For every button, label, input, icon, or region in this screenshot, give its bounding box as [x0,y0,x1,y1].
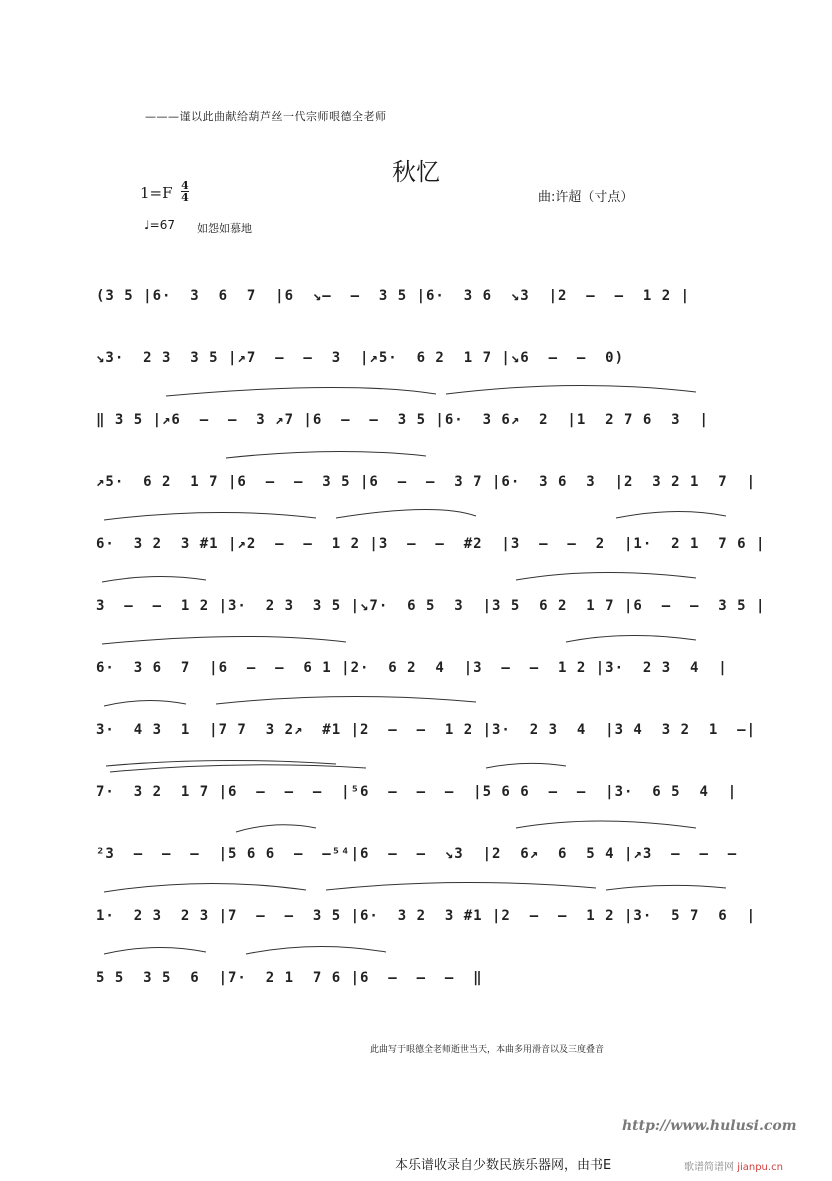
notation-line: 6· 3 2 3 #1 |↗2 – – 1 2 |3 – – #2 |3 – – 2 |1· 2 1 7 6 | [96,536,766,552]
score-row-2 [96,318,736,372]
notation-line: ‖ 3 5 |↗6 – – 3 ↗7 |6 – – 3 5 |6· 3 6↗ 2 |1 2 7 6 3 | [96,412,709,428]
score-row-1 [96,256,736,310]
notation-line: 3 – – 1 2 |3· 2 3 3 5 |↘7· 6 5 3 |3 5 6 2 1 7 |6 – – 3 5 | [96,598,766,614]
slur [236,825,316,832]
score-row-6 [96,566,766,620]
site-logo [684,1158,783,1173]
site-logo-url: jianpu.cn [737,1162,783,1173]
slur [104,700,186,706]
slur [104,883,306,892]
notation-line: ↗5· 6 2 1 7 |6 – – 3 5 |6 – – 3 7 |6· 3 6 3 |2 3 2 1 7 | [96,474,757,490]
score-row-5 [96,504,766,558]
score-row-4 [96,442,757,496]
slur [486,763,566,768]
notation-line: ↘3· 2 3 3 5 |↗7 – – 3 |↗5· 6 2 1 7 |↘6 – – 0) [96,350,625,366]
slur [226,451,426,458]
slur [336,509,476,518]
time-signature-bottom: 4 [181,191,189,204]
score-row-12 [96,938,736,992]
slur [246,946,386,954]
notation-line: 1· 2 3 2 3 |7 – – 3 5 |6· 3 2 3 #1 |2 – – 1 2 |3· 5 7 6 | [96,908,757,924]
notation-line: ²3 – – – |5 6 6 – –⁵⁴|6 – – ↘3 |2 6↗ 6 5 4 |↗3 – – – [96,846,738,862]
tempo-marking: ♩=67 [144,218,175,232]
score-row-9 [96,752,736,806]
slur [216,696,476,704]
notation-line: 5 5 3 5 6 |7· 2 1 7 6 |6 – – – ‖ [96,970,483,986]
watermark-url: http://www.hulusi.com [622,1118,797,1134]
slur [110,765,366,772]
score-row-8 [96,690,757,744]
site-logo-text: 歌谱简谱网 [684,1162,734,1173]
slur [102,636,346,644]
slur [606,885,726,890]
slur [516,572,696,580]
score-row-11 [96,876,757,930]
slur [516,821,696,828]
time-signature-top: 4 [181,179,189,192]
notation-line: 6· 3 6 7 |6 – – 6 1 |2· 6 2 4 |3 – – 1 2 |3· 2 3 4 | [96,660,728,676]
slur [566,635,696,642]
dedication-text: ———谨以此曲献给葫芦丝一代宗师哏德全老师 [145,110,387,123]
key-signature: 1=F [140,184,173,202]
slur [326,882,596,890]
slur [104,947,206,954]
composition-note: 此曲写于哏德全老师逝世当天，本曲多用滑音以及三度叠音 [370,1045,605,1055]
score-row-3 [96,380,736,434]
slur [446,385,696,394]
slur [104,512,316,520]
notation-line: (3 5 |6· 3 6 7 |6 ↘– – 3 5 |6· 3 6 ↘3 |2 – – 1 2 | [96,288,691,304]
score-row-10 [96,814,736,868]
notation-line: 3· 4 3 1 |7 7 3 2↗ #1 |2 – – 1 2 |3· 2 3 4 |3 4 3 2 1 –| [96,722,757,738]
song-title: 秋忆 [392,158,440,186]
slur [616,511,726,518]
time-signature [181,180,189,203]
composer-credit: 曲:许超（寸点） [538,190,634,205]
notation-line: 7· 3 2 1 7 |6 – – – |⁵6 – – – |5 6 6 – – |3· 6 5 4 | [96,784,738,800]
expression-marking: 如怨如慕地 [197,222,252,235]
slur [102,576,206,582]
source-credit: 本乐谱收录自少数民族乐器网，由书E [395,1158,612,1173]
slur [166,387,436,396]
score-row-7 [96,628,736,682]
